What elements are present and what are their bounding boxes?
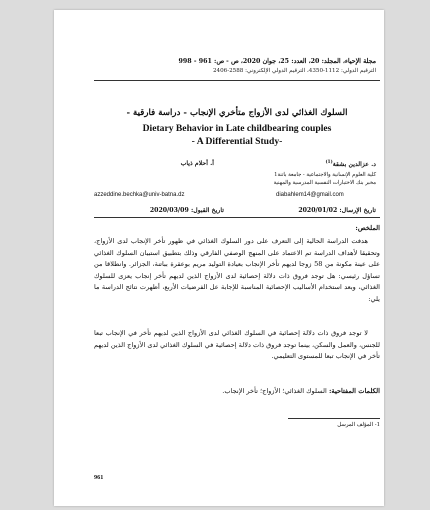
date-accepted: تاريخ القبول: 2020/03/09: [149, 207, 224, 214]
author-right-name: د. عزالدين بشقة: [332, 161, 376, 169]
author-right-email: azzeddine.bechka@univ-batna.dz: [94, 192, 185, 198]
keywords-label: الكلمات المفتاحية:: [328, 387, 380, 395]
arabic-title: السلوك الغذائي لدى الأزواج متأخري الإنجاب - دراسة فارقية -: [126, 108, 348, 118]
keywords-line: [94, 387, 380, 395]
footnote: 1- المؤلف المرسل: [337, 422, 380, 428]
author-right: [325, 160, 376, 168]
author-right-footnote-mark: (1): [325, 160, 333, 165]
date-sent: تاريخ الإرسال: 2020/01/02: [298, 207, 376, 214]
paper-page: [54, 10, 384, 506]
affiliation-line-2: مخبر بنك الاختبارات النفسية المدرسية والمهنية: [273, 180, 376, 186]
abstract-heading: الملخص:: [355, 224, 380, 232]
author-left-name: أ. أحلام ذياب: [180, 160, 214, 167]
issn-line: الترقيم الدولي: 1112-4350، الترقيم الدولي الإلكتروني: 2588-2406: [212, 68, 376, 74]
english-title-line-1: Dietary Behavior in Late childbearing couples: [142, 123, 332, 134]
keywords-value: السلوك الغذائي؛ الأزواج؛ تأخر الإنجاب.: [222, 387, 327, 395]
journal-header: مجلة الإحياء، المجلد: 20، العدد: 25، جوان 2020، ص - ص: 961 - 998: [178, 58, 376, 65]
abstract-paragraph-1: هدفت الدراسة الحالية إلى التعرف على دور السلوك الغذائي في ظهور تأخر الإنجاب لدى الأزواج، وتحقيقا لأهداف الدراسة تم الاعتماد على المنهج الوصفي الفارقي وذلك بتطبيق استبيان السلوك الغذائي على عينة مكونة من 58 زوجا لديهم تأخر الإنجاب بعيادة التوليد مريم بوعقرة بباتنة، الجزائر. وانطلاقا من تساؤل رئيسي: هل توجد فروق ذات دلالة إحصائية لدى الأزواج الذين لديهم تأخر إنجاب يعزى للسلوك الغذائي، وبعد استخدام الأساليب الإحصائية المناسبة للإجابة عل الفرضيات الأربع، أظهرت نتائج الدراسة ما يلي:: [94, 237, 380, 303]
author-left-email: diabahlem14@gmail.com: [276, 192, 344, 198]
footnote-rule: [288, 418, 380, 419]
english-title-line-2: - A Differential Study-: [191, 136, 283, 147]
affiliation-line-1: كلية العلوم الإنسانية والاجتماعية - جامعة باتنة1: [274, 172, 376, 178]
abstract-paragraph-2: لا توجد فروق ذات دلالة إحصائية في السلوك الغذائي لدى الأزواج الذين لديهم تأخر في الإنجاب تبعا للجنس، والعمل والسكن، بينما توجد فروق ذات دلالة إحصائية في السلوك الغذائي لدى الأزواج الذين لديهم تأخر في الإنجاب تبعا للمستوى التعليمي.: [94, 329, 380, 361]
header-rule: [94, 80, 380, 81]
dates-rule: [94, 217, 380, 218]
page-number: 961: [94, 474, 104, 481]
